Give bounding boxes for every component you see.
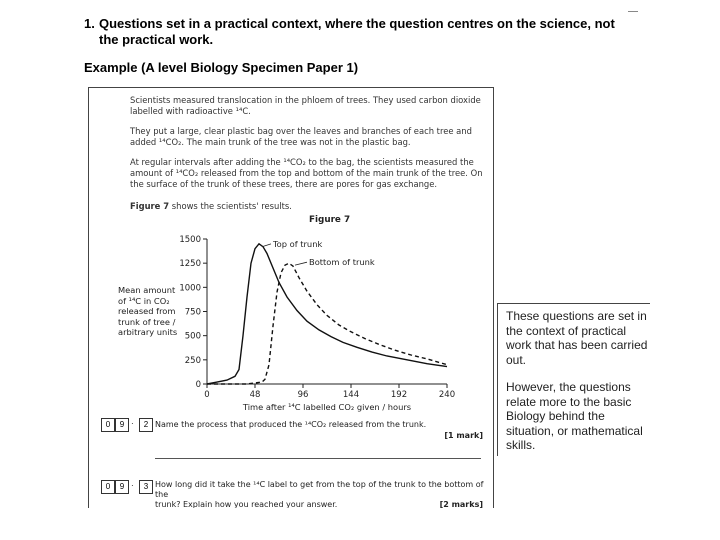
x-tick-label: 96: [297, 390, 309, 400]
question-09-3-line: trunk? Explain how you reached your answer.: [155, 500, 338, 508]
exam-text-line: added ¹⁴CO₂. The main trunk of the tree was not in the plastic bag.: [130, 137, 411, 147]
y-axis-title-line: arbitrary units: [118, 327, 178, 337]
x-tick-label: 48: [249, 390, 261, 400]
exam-text-line: At regular intervals after adding the ¹⁴CO₂ to the bag, the scientists measured the: [130, 157, 474, 167]
example-label: Example (A level Biology Specimen Paper 1): [84, 60, 359, 75]
note-paragraph-1: These questions are set in the context of practical work that has been carried out.: [506, 309, 648, 367]
exam-text-line: the surface of the trunk of these trees, there are pores for gas exchange.: [130, 179, 438, 189]
question-dot: ·: [131, 419, 134, 428]
legend-leader-bottom: [295, 262, 307, 265]
y-tick-label: 1500: [179, 235, 201, 245]
figure-reference: Figure 7: [130, 201, 170, 211]
legend-top-of-trunk: Top of trunk: [273, 238, 323, 249]
exam-text-line: They put a large, clear plastic bag over the leaves and branches of each tree and: [130, 126, 472, 136]
exam-extract: [88, 87, 494, 508]
figure-title: Figure 7: [309, 215, 351, 225]
question-part-box: 2: [139, 418, 153, 432]
exam-text-line: labelled with radioactive ¹⁴C.: [130, 106, 251, 116]
series-bottom-of-trunk: [207, 263, 447, 384]
question-number-box: 0: [101, 480, 115, 494]
y-tick-label: 750: [184, 307, 201, 318]
y-tick-label: 1000: [179, 283, 201, 294]
question-dot: ·: [131, 481, 134, 490]
question-09-3-line: How long did it take the ¹⁴C label to get from the top of the trunk to the bottom of the: [155, 480, 484, 499]
legend-leader-top: [262, 244, 271, 247]
heading-line-2: the practical work.: [99, 32, 214, 47]
question-number-box: 9: [115, 418, 129, 432]
question-09-3-marks: [2 marks]: [439, 500, 483, 508]
x-tick-label: 0: [204, 390, 210, 400]
x-tick-label: 240: [438, 390, 456, 400]
teacher-note-box: [497, 303, 650, 456]
y-tick-label: 1250: [179, 259, 201, 270]
note-paragraph-2: However, the questions relate more to the basic Biology behind the situation, or mathematical skills.: [506, 380, 643, 452]
y-tick-label: 250: [184, 355, 201, 366]
y-axis-title-line: released from: [118, 306, 176, 316]
question-09-2-marks: [1 mark]: [444, 431, 483, 440]
y-axis-title-line: of ¹⁴C in CO₂: [118, 295, 170, 306]
x-tick-label: 144: [342, 390, 360, 400]
top-rule: [628, 11, 638, 12]
y-tick-label: 500: [184, 331, 201, 342]
y-tick-label: 0: [195, 380, 201, 390]
question-part-box: 3: [139, 480, 153, 494]
exam-text-line: amount of ¹⁴CO₂ released from the top and bottom of the main trunk of the tree. On: [130, 168, 483, 178]
heading-line-1: Questions set in a practical context, where the question centres on the science, not: [99, 16, 615, 31]
x-axis-title: Time after ¹⁴C labelled CO₂ given / hours: [242, 402, 412, 412]
x-tick-label: 192: [390, 390, 408, 400]
question-09-2-text: Name the process that produced the ¹⁴CO₂ released from the trunk.: [155, 420, 427, 429]
y-axis-title-line: trunk of tree /: [118, 316, 176, 327]
y-axis-title-line: Mean amount: [118, 285, 176, 295]
exam-text-line: Scientists measured translocation in the phloem of trees. They used carbon dioxide: [130, 95, 481, 105]
heading-number: 1.: [84, 16, 95, 31]
legend-bottom-of-trunk: Bottom of trunk: [309, 257, 375, 268]
question-number-box: 0: [101, 418, 115, 432]
question-number-box: 9: [115, 480, 129, 494]
heading-text: [99, 16, 619, 48]
figure-reference-rest: shows the scientists' results.: [169, 201, 292, 211]
figure-7-chart: [89, 88, 493, 508]
answer-line[interactable]: [155, 458, 481, 459]
